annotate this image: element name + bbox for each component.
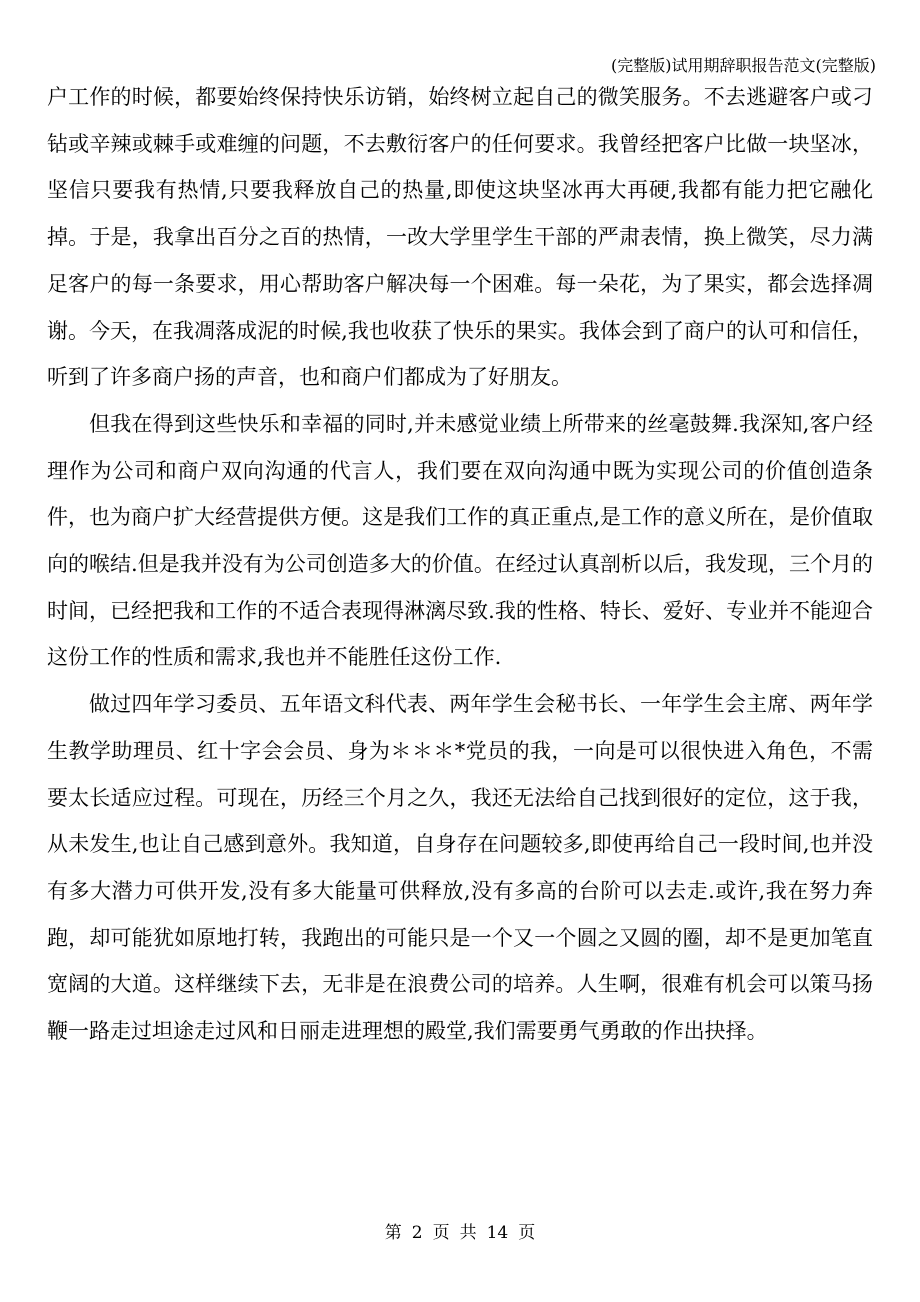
footer-total-prefix: 共 <box>459 1223 477 1243</box>
paragraph-2: 但我在得到这些快乐和幸福的同时,并未感觉业绩上所带来的丝毫鼓舞.我深知,客户经理作为公司和商户双向沟通的代言人，我们要在双向沟通中既为实现公司的价值创造条件，也为商户扩大经营提供方便。这是我们工作的真正重点,是工作的意义所在，是价值取向的喉结.但是我并没有为公司创造多大的价值。在经过认真剖析以后，我发现，三个月的时间，已经把我和工作的不适合表现得淋漓尽致.我的性格、特长、爱好、专业并不能迎合这份工作的性质和需求,我也并不能胜任这份工作. <box>47 411 873 670</box>
footer-prefix: 第 <box>384 1223 402 1243</box>
footer-page-number: 2 <box>411 1223 423 1243</box>
paragraph-1: 户工作的时候，都要始终保持快乐访销，始终树立起自己的微笑服务。不去逃避客户或刁钻或辛辣或棘手或难缠的问题，不去敷衍客户的任何要求。我曾经把客户比做一块坚冰，坚信只要我有热情,只要我释放自己的热量,即使这块坚冰再大再硬,我都有能力把它融化掉。于是，我拿出百分之百的热情，一改大学里学生干部的严肃表情，换上微笑，尽力满足客户的每一条要求，用心帮助客户解决每一个困难。每一朵花，为了果实，都会选择凋谢。今天，在我凋落成泥的时候,我也收获了快乐的果实。我体会到了商户的认可和信任，听到了许多商户扬的声音，也和商户们都成为了好朋友。 <box>47 85 873 390</box>
page-footer <box>0 1222 920 1244</box>
footer-total-pages: 14 <box>486 1223 509 1243</box>
footer-page-unit: 页 <box>432 1223 450 1243</box>
page-header-title: (完整版)试用期辞职报告范文(完整版) <box>611 56 876 75</box>
paragraph-3: 做过四年学习委员、五年语文科代表、两年学生会秘书长、一年学生会主席、两年学生教学助理员、红十字会会员、身为＊＊＊*党员的我，一向是可以很快进入角色，不需要太长适应过程。可现在，历经三个月之久，我还无法给自己找到很好的定位，这于我，从未发生,也让自己感到意外。我知道，自身存在问题较多,即使再给自己一段时间,也并没有多大潜力可供开发,没有多大能量可供释放,没有多高的台阶可以去走.或许,我在努力奔跑，却可能犹如原地打转，我跑出的可能只是一个又一个圆之又圆的圈，却不是更加笔直宽阔的大道。这样继续下去，无非是在浪费公司的培养。人生啊，很难有机会可以策马扬鞭一路走过坦途走过风和日丽走进理想的殿堂,我们需要勇气勇敢的作出抉择。 <box>47 692 873 1044</box>
document-body <box>47 74 873 1055</box>
footer-total-unit: 页 <box>518 1223 536 1243</box>
